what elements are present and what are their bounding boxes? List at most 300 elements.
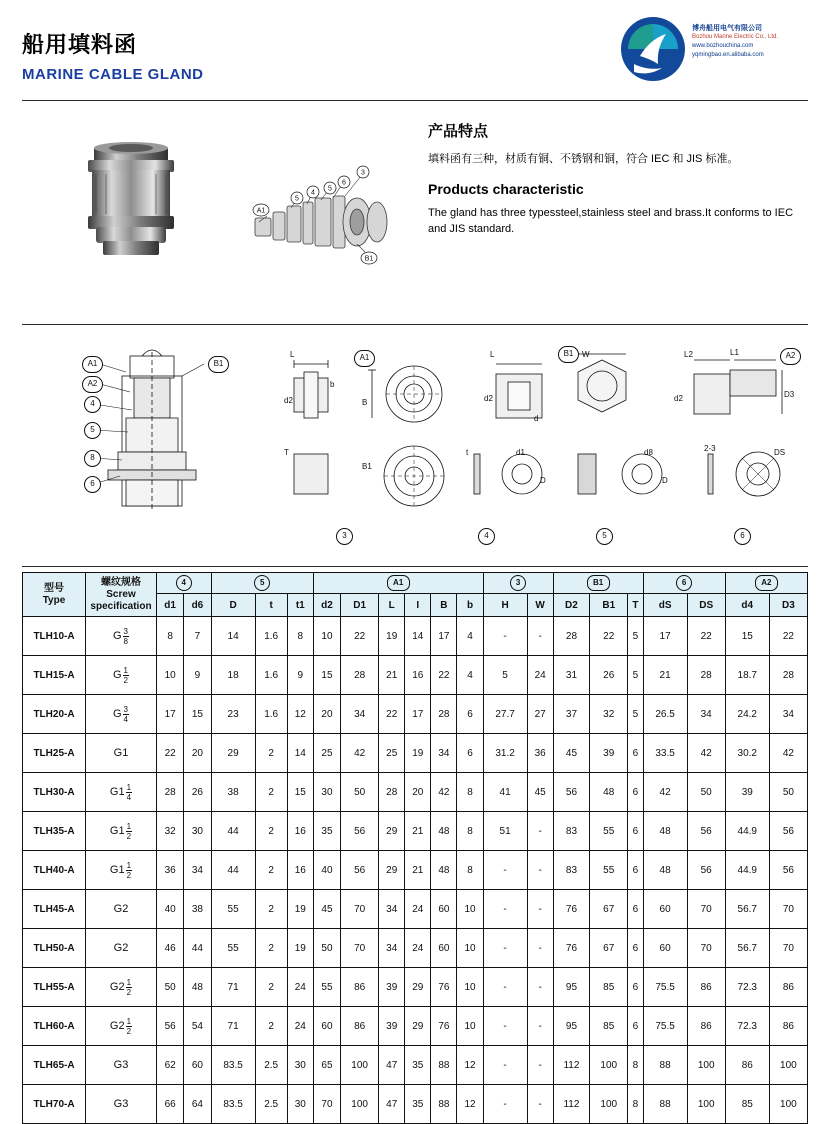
table-row xyxy=(23,890,808,929)
divider-middle xyxy=(22,324,808,325)
cell-d2: 10 xyxy=(313,617,340,656)
cell-type: TLH40-A xyxy=(23,851,86,890)
logo-website-2: yqmingbao.en.alibaba.com xyxy=(692,52,764,58)
header-col-d1: d1 xyxy=(157,594,184,617)
header-group-4 xyxy=(157,573,212,594)
cell-D3: 42 xyxy=(769,734,807,773)
circle-b1-icon: B1 xyxy=(587,575,610,591)
cell-d4: 18.7 xyxy=(725,656,769,695)
product-photo xyxy=(70,128,200,278)
cell-DS: 34 xyxy=(687,695,725,734)
cell-screw-spec: G $\frac{3}{8}$ xyxy=(86,617,157,656)
cell-I: 24 xyxy=(405,929,431,968)
cell-type: TLH35-A xyxy=(23,812,86,851)
cell-type: TLH30-A xyxy=(23,773,86,812)
cell-W: 45 xyxy=(527,773,553,812)
table-row xyxy=(23,812,808,851)
table-row xyxy=(23,734,808,773)
circle-a1-icon: A1 xyxy=(387,575,410,591)
cell-B1: 67 xyxy=(590,929,628,968)
cell-DS: 50 xyxy=(687,773,725,812)
cell-d6: 54 xyxy=(184,1007,211,1046)
svg-text:5: 5 xyxy=(328,185,332,193)
cell-D1: 86 xyxy=(341,1007,379,1046)
cell-d6: 38 xyxy=(184,890,211,929)
cell-d4: 85 xyxy=(725,1085,769,1124)
cell-screw-spec: G1 $\frac{1}{2}$ xyxy=(86,851,157,890)
header-type: 型号 Type xyxy=(23,573,86,617)
cell-B: 48 xyxy=(431,851,457,890)
table-row xyxy=(23,1007,808,1046)
cell-b: 10 xyxy=(457,929,483,968)
cell-screw-spec: G $\frac{3}{4}$ xyxy=(86,695,157,734)
cell-b: 10 xyxy=(457,1007,483,1046)
cell-I: 17 xyxy=(405,695,431,734)
cell-t: 1.6 xyxy=(255,695,287,734)
cell-dS: 26.5 xyxy=(643,695,687,734)
cell-d1: 50 xyxy=(157,968,184,1007)
cell-D: 83.5 xyxy=(211,1046,255,1085)
cell-L: 29 xyxy=(379,812,405,851)
cell-W: 36 xyxy=(527,734,553,773)
cell-t1: 9 xyxy=(287,656,313,695)
cell-t1: 24 xyxy=(287,1007,313,1046)
cell-L: 34 xyxy=(379,890,405,929)
cell-T: 5 xyxy=(628,617,643,656)
exploded-view-diagram xyxy=(245,140,405,280)
logo-mark-icon xyxy=(620,16,686,82)
cell-dS: 21 xyxy=(643,656,687,695)
cell-D1: 86 xyxy=(341,968,379,1007)
cell-D2: 28 xyxy=(553,617,590,656)
technical-drawings: A1 A2 4 5 8 6 B1 A1 B1 A2 3 4 5 6 L d2 b B L d2 d W L2 L1 d2 D3 T B1 t d1 D d8 D 2-3 DS xyxy=(22,336,808,566)
cell-type: TLH60-A xyxy=(23,1007,86,1046)
cell-H: 5 xyxy=(483,656,527,695)
cell-d4: 86 xyxy=(725,1046,769,1085)
cell-d4: 72.3 xyxy=(725,1007,769,1046)
cell-D1: 56 xyxy=(341,812,379,851)
cell-d1: 56 xyxy=(157,1007,184,1046)
cell-b: 8 xyxy=(457,812,483,851)
cell-type: TLH20-A xyxy=(23,695,86,734)
page-header xyxy=(0,0,830,100)
header-col-t: t xyxy=(255,594,287,617)
cell-d2: 30 xyxy=(313,773,340,812)
cell-L: 28 xyxy=(379,773,405,812)
cell-t: 2 xyxy=(255,773,287,812)
cell-B1: 55 xyxy=(590,812,628,851)
products-characteristic xyxy=(428,120,808,237)
cell-t1: 30 xyxy=(287,1085,313,1124)
cell-DS: 22 xyxy=(687,617,725,656)
header-col-W: W xyxy=(527,594,553,617)
cell-T: 6 xyxy=(628,734,643,773)
cell-D3: 50 xyxy=(769,773,807,812)
header-col-B: B xyxy=(431,594,457,617)
cell-D2: 37 xyxy=(553,695,590,734)
table-head xyxy=(23,573,808,617)
table-body xyxy=(23,617,808,1124)
cell-DS: 70 xyxy=(687,929,725,968)
header-col-dS: dS xyxy=(643,594,687,617)
cell-b: 12 xyxy=(457,1046,483,1085)
cell-d1: 22 xyxy=(157,734,184,773)
cell-L: 34 xyxy=(379,929,405,968)
cell-I: 29 xyxy=(405,1007,431,1046)
cell-H: - xyxy=(483,929,527,968)
callout-8-left: 8 xyxy=(84,450,101,467)
cell-B: 76 xyxy=(431,1007,457,1046)
svg-text:4: 4 xyxy=(311,189,315,197)
cell-b: 4 xyxy=(457,617,483,656)
cell-d1: 40 xyxy=(157,890,184,929)
cell-d1: 46 xyxy=(157,929,184,968)
header-col-t1: t1 xyxy=(287,594,313,617)
svg-text:B1: B1 xyxy=(364,255,374,263)
header-col-I: I xyxy=(405,594,431,617)
header-screw-spec: 螺纹规格 Screw specification xyxy=(86,573,157,617)
callout-5-left: 5 xyxy=(84,422,101,439)
cell-D1: 28 xyxy=(341,656,379,695)
cell-H: - xyxy=(483,1007,527,1046)
cell-dS: 75.5 xyxy=(643,968,687,1007)
cell-D2: 112 xyxy=(553,1085,590,1124)
cell-DS: 86 xyxy=(687,968,725,1007)
cell-d2: 20 xyxy=(313,695,340,734)
header-col-D3: D3 xyxy=(769,594,807,617)
cell-H: - xyxy=(483,617,527,656)
cell-d2: 40 xyxy=(313,851,340,890)
cell-D: 55 xyxy=(211,929,255,968)
cell-d6: 64 xyxy=(184,1085,211,1124)
cell-d2: 50 xyxy=(313,929,340,968)
cell-T: 6 xyxy=(628,812,643,851)
cell-t1: 16 xyxy=(287,851,313,890)
circle-a2-icon: A2 xyxy=(755,575,778,591)
cell-W: 24 xyxy=(527,656,553,695)
cell-d1: 17 xyxy=(157,695,184,734)
logo-text-block xyxy=(692,24,820,60)
callout-4-bottom: 4 xyxy=(478,528,495,545)
cell-B: 28 xyxy=(431,695,457,734)
cell-H: 51 xyxy=(483,812,527,851)
callout-a1-top: A1 xyxy=(354,350,375,367)
cell-B1: 32 xyxy=(590,695,628,734)
cell-t: 2 xyxy=(255,851,287,890)
cell-D3: 86 xyxy=(769,968,807,1007)
logo-company-cn: 博舟船用电气有限公司 xyxy=(692,25,762,32)
cell-d6: 7 xyxy=(184,617,211,656)
cell-screw-spec: G3 xyxy=(86,1085,157,1124)
header-group-6 xyxy=(643,573,725,594)
cell-t1: 30 xyxy=(287,1046,313,1085)
svg-text:3: 3 xyxy=(361,169,365,177)
cell-D1: 50 xyxy=(341,773,379,812)
cell-d6: 30 xyxy=(184,812,211,851)
cell-T: 6 xyxy=(628,1007,643,1046)
cell-d1: 10 xyxy=(157,656,184,695)
cell-B1: 55 xyxy=(590,851,628,890)
cell-t1: 15 xyxy=(287,773,313,812)
cell-dS: 88 xyxy=(643,1085,687,1124)
cell-D3: 56 xyxy=(769,812,807,851)
cell-B1: 26 xyxy=(590,656,628,695)
cell-D3: 86 xyxy=(769,1007,807,1046)
cell-d6: 34 xyxy=(184,851,211,890)
cell-DS: 100 xyxy=(687,1046,725,1085)
cell-d6: 48 xyxy=(184,968,211,1007)
cell-screw-spec: G2 xyxy=(86,929,157,968)
cell-D2: 95 xyxy=(553,1007,590,1046)
cell-D2: 76 xyxy=(553,929,590,968)
divider-bottom xyxy=(22,566,808,567)
callout-a1-left: A1 xyxy=(82,356,103,373)
cell-screw-spec: G1 xyxy=(86,734,157,773)
cell-d6: 60 xyxy=(184,1046,211,1085)
cell-T: 8 xyxy=(628,1085,643,1124)
header-col-H: H xyxy=(483,594,527,617)
cell-d2: 55 xyxy=(313,968,340,1007)
cell-d2: 35 xyxy=(313,812,340,851)
cell-type: TLH25-A xyxy=(23,734,86,773)
svg-text:5: 5 xyxy=(295,195,299,203)
cell-H: - xyxy=(483,968,527,1007)
cell-L: 22 xyxy=(379,695,405,734)
cell-t: 2.5 xyxy=(255,1046,287,1085)
cell-T: 5 xyxy=(628,656,643,695)
cell-DS: 56 xyxy=(687,812,725,851)
cell-H: - xyxy=(483,890,527,929)
page-title-cn: 船用填料函 xyxy=(22,32,138,57)
table-row xyxy=(23,1046,808,1085)
cell-B: 42 xyxy=(431,773,457,812)
cell-L: 21 xyxy=(379,656,405,695)
table-row xyxy=(23,695,808,734)
cell-D3: 70 xyxy=(769,929,807,968)
cell-D: 44 xyxy=(211,812,255,851)
cell-T: 6 xyxy=(628,851,643,890)
cell-d1: 32 xyxy=(157,812,184,851)
svg-text:6: 6 xyxy=(342,179,346,187)
cell-type: TLH50-A xyxy=(23,929,86,968)
header-col-D1: D1 xyxy=(341,594,379,617)
cell-DS: 100 xyxy=(687,1085,725,1124)
cell-W: - xyxy=(527,812,553,851)
cell-I: 24 xyxy=(405,890,431,929)
cell-B1: 48 xyxy=(590,773,628,812)
cell-T: 5 xyxy=(628,695,643,734)
cell-D3: 100 xyxy=(769,1046,807,1085)
cell-T: 6 xyxy=(628,890,643,929)
cell-I: 21 xyxy=(405,851,431,890)
cell-screw-spec: G1 $\frac{1}{4}$ xyxy=(86,773,157,812)
cell-H: - xyxy=(483,1046,527,1085)
characteristic-body-en: The gland has three typessteel,stainless steel and brass.It conforms to IEC and JIS standard. xyxy=(428,207,794,235)
divider-top xyxy=(22,100,808,101)
cell-I: 29 xyxy=(405,968,431,1007)
page-title-en: MARINE CABLE GLAND xyxy=(22,66,204,83)
cell-dS: 60 xyxy=(643,890,687,929)
cell-B: 88 xyxy=(431,1085,457,1124)
cell-type: TLH15-A xyxy=(23,656,86,695)
callout-a2-top: A2 xyxy=(780,348,801,365)
cell-L: 47 xyxy=(379,1085,405,1124)
cell-dS: 33.5 xyxy=(643,734,687,773)
callout-5-bottom: 5 xyxy=(596,528,613,545)
header-group-a1 xyxy=(313,573,483,594)
callout-6-left: 6 xyxy=(84,476,101,493)
technical-drawings-svg xyxy=(22,336,808,566)
cell-W: - xyxy=(527,1007,553,1046)
cell-dS: 48 xyxy=(643,812,687,851)
cell-I: 35 xyxy=(405,1085,431,1124)
cell-d2: 15 xyxy=(313,656,340,695)
cell-type: TLH70-A xyxy=(23,1085,86,1124)
cell-L: 47 xyxy=(379,1046,405,1085)
cell-D2: 31 xyxy=(553,656,590,695)
cell-L: 19 xyxy=(379,617,405,656)
cell-W: - xyxy=(527,617,553,656)
cell-B: 88 xyxy=(431,1046,457,1085)
header-col-d2: d2 xyxy=(313,594,340,617)
cell-DS: 86 xyxy=(687,1007,725,1046)
cell-d4: 44.9 xyxy=(725,812,769,851)
cell-d1: 8 xyxy=(157,617,184,656)
cell-L: 39 xyxy=(379,968,405,1007)
cell-d6: 20 xyxy=(184,734,211,773)
cell-D: 71 xyxy=(211,968,255,1007)
cell-type: TLH45-A xyxy=(23,890,86,929)
cell-D2: 56 xyxy=(553,773,590,812)
cell-type: TLH65-A xyxy=(23,1046,86,1085)
cell-t1: 8 xyxy=(287,617,313,656)
cell-screw-spec: G3 xyxy=(86,1046,157,1085)
cell-D: 18 xyxy=(211,656,255,695)
cell-D2: 45 xyxy=(553,734,590,773)
table-row xyxy=(23,851,808,890)
cell-d4: 15 xyxy=(725,617,769,656)
cell-type: TLH55-A xyxy=(23,968,86,1007)
callout-a2-left: A2 xyxy=(82,376,103,393)
cell-b: 8 xyxy=(457,851,483,890)
cell-D2: 83 xyxy=(553,851,590,890)
cell-t: 1.6 xyxy=(255,656,287,695)
logo-website-1: www.bozhouchina.com xyxy=(692,43,754,49)
cell-DS: 28 xyxy=(687,656,725,695)
table-row xyxy=(23,1085,808,1124)
cell-D2: 95 xyxy=(553,968,590,1007)
circle-6-icon: 6 xyxy=(676,575,692,591)
header-col-D: D xyxy=(211,594,255,617)
table-row xyxy=(23,656,808,695)
cell-t1: 12 xyxy=(287,695,313,734)
cell-dS: 48 xyxy=(643,851,687,890)
cell-B1: 100 xyxy=(590,1085,628,1124)
cell-t: 2 xyxy=(255,929,287,968)
cell-t1: 14 xyxy=(287,734,313,773)
table-row xyxy=(23,617,808,656)
cell-d4: 39 xyxy=(725,773,769,812)
cell-D1: 22 xyxy=(341,617,379,656)
header-col-DS: DS xyxy=(687,594,725,617)
cell-B: 60 xyxy=(431,890,457,929)
cell-screw-spec: G1 $\frac{1}{2}$ xyxy=(86,812,157,851)
header-group-3 xyxy=(483,573,553,594)
circle-3-icon: 3 xyxy=(510,575,526,591)
cell-T: 8 xyxy=(628,1046,643,1085)
cell-D2: 76 xyxy=(553,890,590,929)
cell-DS: 42 xyxy=(687,734,725,773)
cell-B: 22 xyxy=(431,656,457,695)
cell-L: 25 xyxy=(379,734,405,773)
cell-DS: 70 xyxy=(687,890,725,929)
cell-D: 38 xyxy=(211,773,255,812)
cell-D3: 100 xyxy=(769,1085,807,1124)
cell-d4: 30.2 xyxy=(725,734,769,773)
cell-t: 2 xyxy=(255,812,287,851)
cell-dS: 75.5 xyxy=(643,1007,687,1046)
cell-L: 39 xyxy=(379,1007,405,1046)
company-logo xyxy=(620,14,820,88)
cell-D: 44 xyxy=(211,851,255,890)
cell-D: 83.5 xyxy=(211,1085,255,1124)
cell-W: - xyxy=(527,929,553,968)
cell-b: 6 xyxy=(457,695,483,734)
cell-d4: 56.7 xyxy=(725,929,769,968)
cell-W: - xyxy=(527,968,553,1007)
cell-I: 19 xyxy=(405,734,431,773)
cell-d1: 66 xyxy=(157,1085,184,1124)
cell-I: 14 xyxy=(405,617,431,656)
table-group-header-row xyxy=(23,573,808,594)
cell-B1: 39 xyxy=(590,734,628,773)
cell-B: 17 xyxy=(431,617,457,656)
cell-D1: 56 xyxy=(341,851,379,890)
cell-W: - xyxy=(527,890,553,929)
cell-B: 48 xyxy=(431,812,457,851)
cell-W: - xyxy=(527,1046,553,1085)
cell-H: - xyxy=(483,1085,527,1124)
cell-DS: 56 xyxy=(687,851,725,890)
cell-t1: 16 xyxy=(287,812,313,851)
cell-D3: 22 xyxy=(769,617,807,656)
cell-b: 10 xyxy=(457,890,483,929)
cell-H: 41 xyxy=(483,773,527,812)
cell-B1: 22 xyxy=(590,617,628,656)
callout-b1-top: B1 xyxy=(558,346,579,363)
characteristic-title-en: Products characteristic xyxy=(428,181,584,197)
cell-I: 35 xyxy=(405,1046,431,1085)
cell-D3: 34 xyxy=(769,695,807,734)
cell-H: 31.2 xyxy=(483,734,527,773)
characteristic-body-cn: 填料函有三种，材质有铜、不锈钢和铜，符合 IEC 和 JIS 标准。 xyxy=(428,153,739,165)
header-group-5 xyxy=(211,573,313,594)
table-row xyxy=(23,773,808,812)
header-col-D2: D2 xyxy=(553,594,590,617)
cell-B1: 85 xyxy=(590,968,628,1007)
cell-B1: 85 xyxy=(590,1007,628,1046)
cell-d6: 26 xyxy=(184,773,211,812)
cell-W: 27 xyxy=(527,695,553,734)
cell-B1: 100 xyxy=(590,1046,628,1085)
cell-W: - xyxy=(527,1085,553,1124)
cell-T: 6 xyxy=(628,929,643,968)
table-row xyxy=(23,929,808,968)
cell-d1: 62 xyxy=(157,1046,184,1085)
cell-I: 20 xyxy=(405,773,431,812)
cell-D3: 70 xyxy=(769,890,807,929)
cell-D: 29 xyxy=(211,734,255,773)
